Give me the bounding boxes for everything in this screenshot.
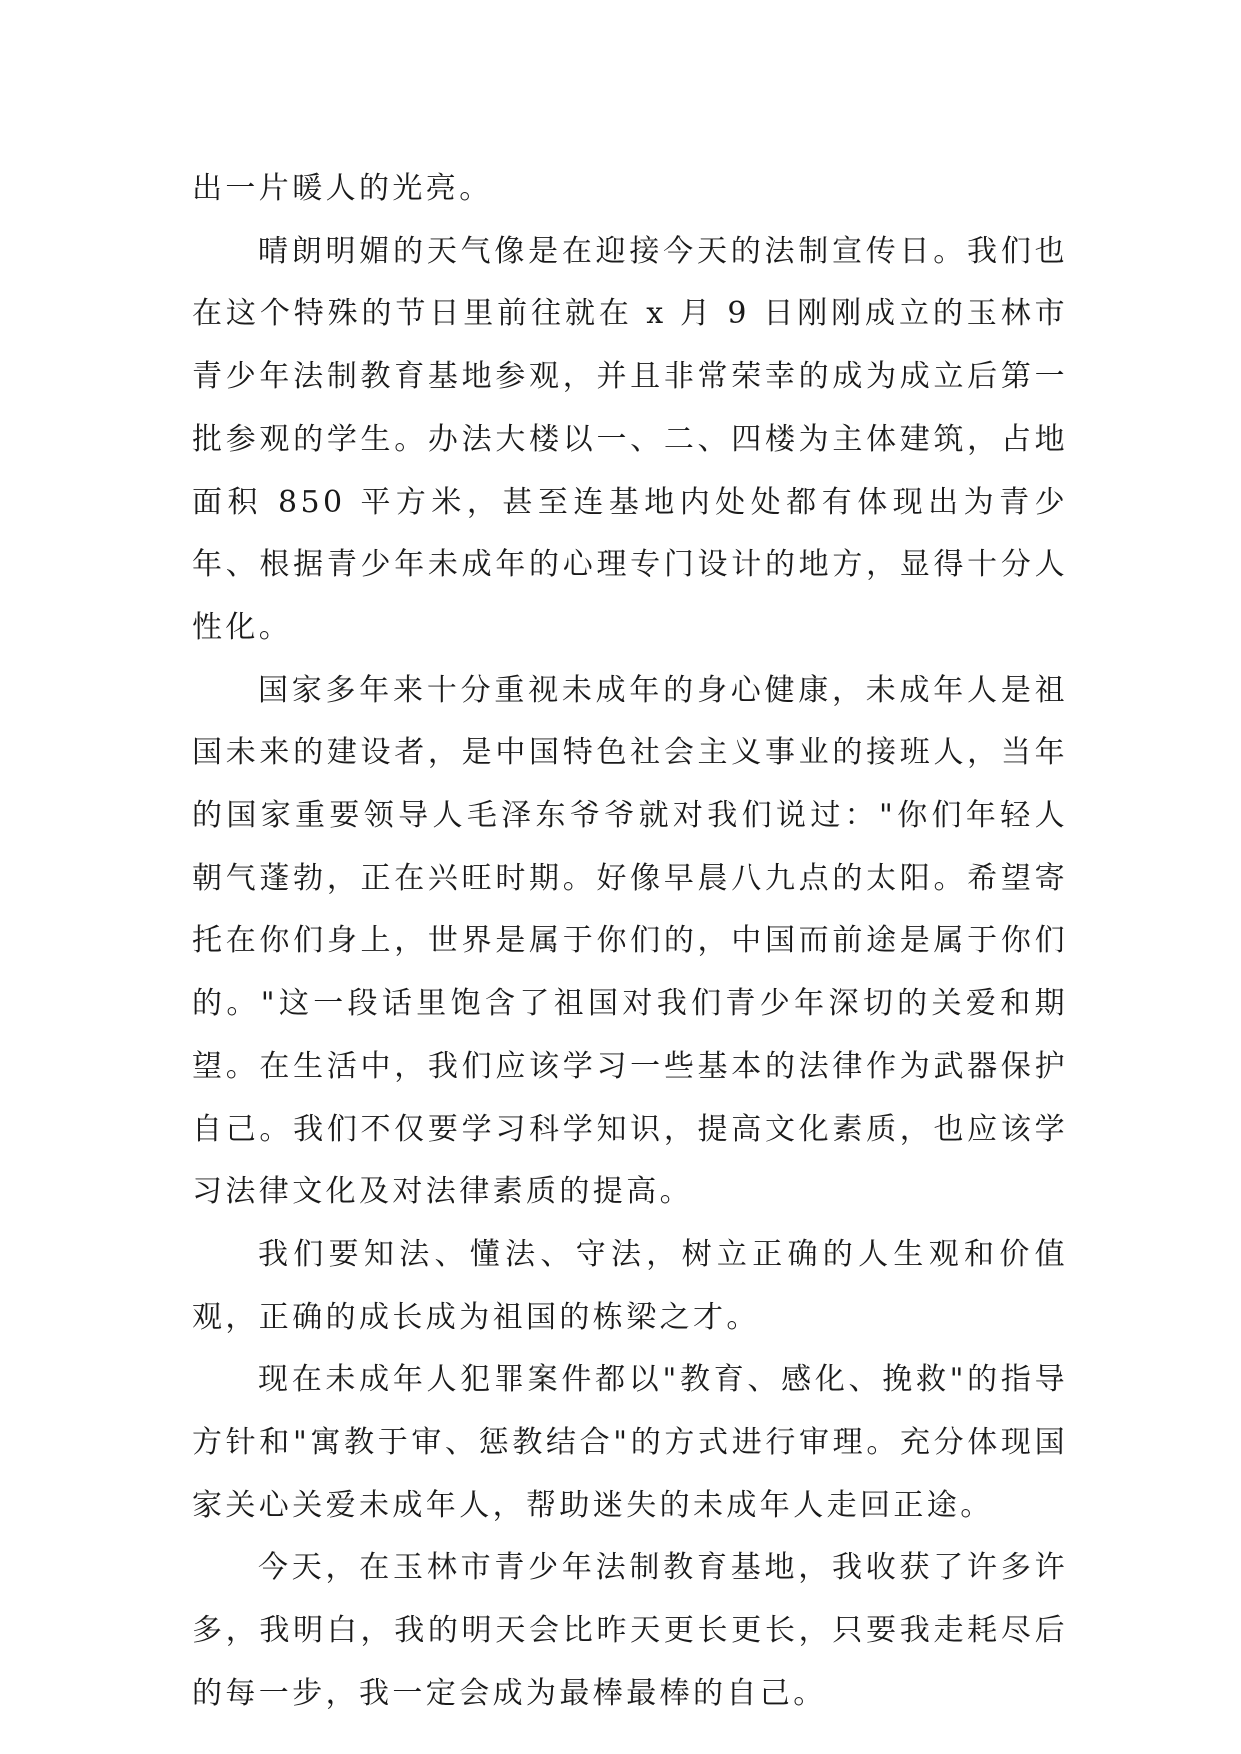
paragraph-2: 晴朗明媚的天气像是在迎接今天的法制宣传日。我们也在这个特殊的节日里前往就在 x 月 9 日刚刚成立的玉林市青少年法制教育基地参观，并且非常荣幸的成为成立后第一批参观的学生。办法大楼以一、二、四楼为主体建筑，占地面积 850 平方米，甚至连基地内处处都有体现出为青少年、根据青少年未成年的心理专门设计的地方，显得十分人性化。 xyxy=(192,233,1068,645)
paragraph-1: 出一片暖人的光亮。 xyxy=(192,171,493,206)
paragraph-4: 我们要知法、懂法、守法，树立正确的人生观和价值观，正确的成长成为祖国的栋梁之才。 xyxy=(192,1236,1068,1335)
paragraph-3: 国家多年来十分重视未成年的身心健康，未成年人是祖国未来的建设者，是中国特色社会主义事业的接班人，当年的国家重要领导人毛泽东爷爷就对我们说过："你们年轻人朝气蓬勃，正在兴旺时期。好像早晨八九点的太阳。希望寄托在你们身上，世界是属于你们的，中国而前途是属于你们的。"这一段话里饱含了祖国对我们青少年深切的关爱和期望。在生活中，我们应该学习一些基本的法律作为武器保护自己。我们不仅要学习科学知识，提高文化素质，也应该学习法律文化及对法律素质的提高。 xyxy=(192,672,1068,1210)
document-body xyxy=(192,158,1068,1726)
paragraph-6: 今天，在玉林市青少年法制教育基地，我收获了许多许多，我明白，我的明天会比昨天更长更长，只要我走耗尽后的每一步，我一定会成为最棒最棒的自己。 xyxy=(192,1550,1068,1711)
paragraph-5: 现在未成年人犯罪案件都以"教育、感化、挽救"的指导方针和"寓教于审、惩教结合"的方式进行审理。充分体现国家关心关爱未成年人，帮助迷失的未成年人走回正途。 xyxy=(192,1362,1068,1523)
